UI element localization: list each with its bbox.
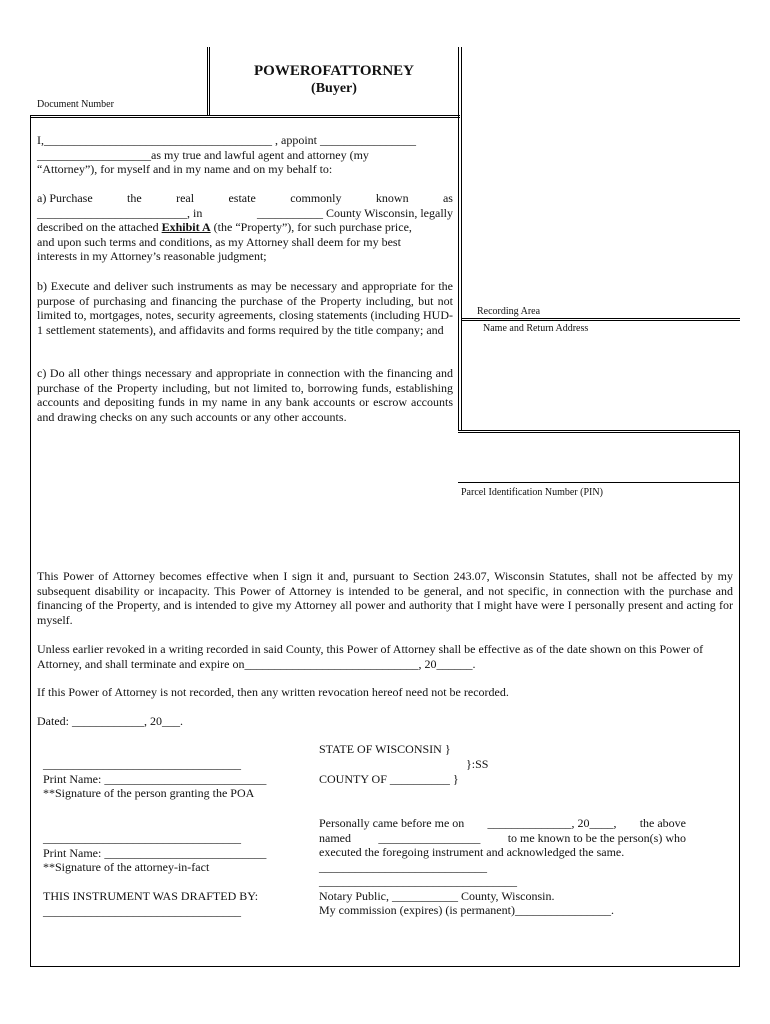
page-subtitle: (Buyer): [311, 81, 357, 96]
center-divider-2: [461, 47, 462, 431]
ack-date-blank: ______________, 20____,: [487, 816, 617, 830]
clause-a-line-4: and upon such terms and conditions, as my Attorney shall deem for my best: [37, 234, 401, 249]
clause-a-word: known: [375, 191, 409, 205]
clause-a-text: described on the attached: [37, 220, 159, 235]
header-rule-2: [30, 117, 460, 118]
clause-a-blank-address: _________________________, in: [37, 205, 203, 220]
attorney-signature-caption: **Signature of the attorney-in-fact: [43, 860, 210, 875]
mid-rule: [458, 430, 740, 431]
header-rule: [30, 115, 460, 116]
notary-public-line: Notary Public, ___________ County, Wisconsin.: [319, 888, 555, 903]
attorney-print-name: Print Name: ___________________________: [43, 845, 267, 860]
return-address-label: Name and Return Address: [483, 323, 589, 334]
grantor-signature-line: _________________________________: [43, 757, 241, 771]
left-frame: [30, 115, 31, 967]
page-title: POWEROFATTORNEY: [253, 63, 414, 79]
ack-line-3: executed the foregoing instrument and acknowledged the same.: [319, 845, 625, 860]
opening-line-3: “Attorney”), for myself and in my name and on my behalf to:: [37, 162, 333, 177]
clause-a-word: commonly: [290, 191, 342, 205]
acknowledgment: [319, 816, 686, 874]
revoked-paragraph: [37, 642, 737, 671]
clause-a-line-1: [37, 191, 453, 206]
notary-state: STATE OF WISCONSIN }: [319, 742, 451, 756]
clause-a-word: real: [176, 191, 195, 205]
effective-paragraph: This Power of Attorney becomes effective when I sign it and, pursuant to Section 243.07, Wisconsin Statutes, shall not be affected by my subsequent disability or incapacity. This Power of Attorney is intended to be general, and not specific, in connection with the purchase and financing of the Property, and is intended to give my Attorney all power and authority that I might have were I personally present and acting for myself.: [37, 569, 733, 627]
right-frame: [739, 430, 740, 967]
clause-a-line-3: [37, 220, 453, 235]
signature-block-attorney: [43, 831, 313, 875]
dated-line: Dated: ____________, 20___.: [37, 714, 183, 728]
pin-label: Parcel Identification Number (PIN): [461, 487, 603, 498]
clause-a-word: the: [127, 191, 142, 205]
recording-rule: [461, 318, 740, 319]
document-number-label: Document Number: [37, 99, 114, 110]
notary-signature-line: _________________________________: [319, 874, 517, 888]
clause-a-blank-county: ___________ County Wisconsin, legally: [257, 205, 453, 220]
grantor-signature-caption: **Signature of the person granting the POA: [43, 786, 255, 801]
ack-text: named: [319, 830, 351, 845]
exhibit-a-link: Exhibit A: [161, 220, 211, 235]
ack-line-2: [319, 831, 686, 846]
notary-county: COUNTY OF __________ }: [319, 772, 459, 786]
attorney-signature-line: _________________________________: [43, 831, 241, 845]
opening-line-2: ___________________as my true and lawful agent and attorney (my: [37, 147, 369, 162]
signature-block-left: [43, 757, 313, 801]
revoked-line-1: Unless earlier revoked in a writing recorded in said County, this Power of Attorney shall be effective as of the date shown on this Power of: [37, 642, 704, 656]
notary-commission-line: My commission (expires) (is permanent)________________.: [319, 903, 614, 918]
ack-text: Personally came before me on: [319, 816, 465, 830]
clause-c: c) Do all other things necessary and appropriate in connection with the financing and purchase of the Property including, but not limited to, borrowing funds, establishing accounts and depositing funds in my name in any bank accounts or escrow accounts and drawing checks on any such accounts or any other accounts.: [37, 366, 453, 424]
ack-text: to me known to be the person(s) who: [507, 830, 686, 845]
ack-line-4: ____________________________: [319, 859, 487, 874]
pin-rule: [458, 482, 740, 483]
clause-a-word: estate: [228, 191, 256, 205]
recording-area-label: Recording Area: [477, 306, 541, 317]
header-divider-vertical: [207, 47, 208, 115]
center-divider: [458, 47, 459, 431]
recording-rule-2: [461, 320, 740, 321]
grantor-print-name: Print Name: ___________________________: [43, 771, 267, 786]
clause-a-word: a) Purchase: [37, 191, 93, 205]
ack-name-blank: _________________: [378, 830, 481, 845]
clause-a: [37, 191, 453, 264]
opening-paragraph: [37, 133, 457, 177]
clause-a-word: as: [442, 191, 453, 205]
bottom-frame: [30, 966, 740, 967]
drafted-by-label: THIS INSTRUMENT WAS DRAFTED BY:: [43, 889, 259, 903]
clause-a-line-5: interests in my Attorney’s reasonable judgment;: [37, 249, 267, 264]
ack-text: the above: [639, 816, 686, 830]
clause-b: b) Execute and deliver such instruments as may be necessary and appropriate for the purpose of purchasing and financing the purchase of the Property including, but not limited to, mortgages, notes, security agreements, closing statements (including HUD-1 settlement statements), and affidavits and forms required by the title company; and: [37, 279, 453, 337]
notary-ss: }:SS: [466, 757, 489, 771]
notary-signature-block: [319, 874, 689, 918]
clause-a-line-2: [37, 206, 453, 221]
revoked-line-2: Attorney, and shall terminate and expire on_____________________________, 20______.: [37, 656, 476, 671]
clause-a-text: (the “Property”), for such purchase price,: [210, 220, 412, 235]
ack-line-1: [319, 816, 686, 831]
drafted-by-line: _________________________________: [43, 903, 241, 918]
not-recorded-paragraph: If this Power of Attorney is not recorded, then any written revocation hereof need not be recorded.: [37, 685, 509, 699]
opening-line-1: I,______________________________________ , appoint ________________: [37, 133, 416, 147]
mid-rule-2: [458, 432, 740, 433]
drafted-by-block: [43, 889, 313, 918]
